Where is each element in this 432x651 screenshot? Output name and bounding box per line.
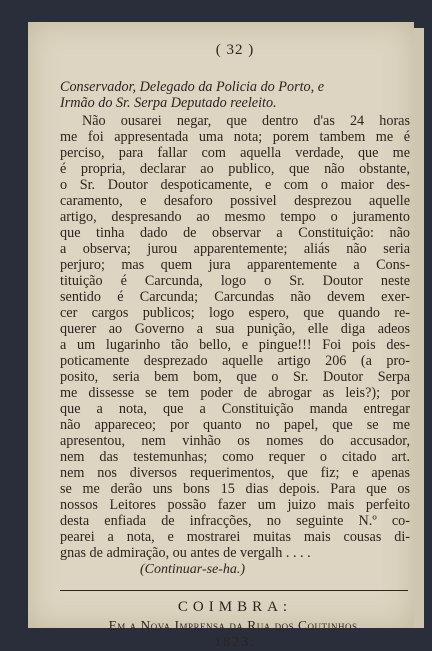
body-line: gnas de admiração, ou antes de vergalh . . . . xyxy=(60,545,311,561)
body-line: apresentou, nem vinhão os nomes do accusador, xyxy=(60,433,410,449)
body-line: querer ao Governo a sua punição, elle diga adeos xyxy=(60,321,410,337)
body-line: perjuro; mas quem jura apparentemente a Cons- xyxy=(60,257,410,273)
imprint-city: COIMBRA: xyxy=(177,599,293,615)
body-line: que tinha dado de observar a Constituição: não xyxy=(60,225,410,241)
body-line: nem das testemunhas; como requer o citado art. xyxy=(60,449,410,465)
heading-line: Conservador, Delegado da Policia do Porto, e xyxy=(60,79,325,95)
heading-line: Irmão do Sr. Serpa Deputado reeleito. xyxy=(60,95,277,111)
body-line: se me derão uns bons 15 dias depois. Para que os xyxy=(60,481,410,497)
body-line: Não ousarei negar, que dentro d'as 24 horas xyxy=(82,113,410,129)
body-line: sentido é Carcunda; Carcundas não devem exer- xyxy=(60,289,410,305)
body-text xyxy=(60,113,410,561)
body-line: tituição é Carcunda, logo o Sr. Doutor neste xyxy=(60,273,410,289)
body-line: poticamente desprezado aquelle artigo 206 (a pro- xyxy=(60,353,410,369)
imprint-year: 1823. xyxy=(214,635,256,650)
body-line: nossos Leitores possão fazer um juizo mais perfeito xyxy=(60,497,410,513)
imprint-press: Em a Nova Imprensa da Rua dos Coutinhos. xyxy=(108,618,362,633)
body-line: me foi appresentada uma nota; porem tambem me é xyxy=(60,129,410,145)
body-line: o Sr. Doutor despoticamente, e com o maior des- xyxy=(60,177,410,193)
page-content xyxy=(60,42,410,651)
divider-rule xyxy=(60,590,408,591)
body-line: perciso, para fallar com aquella verdade, que me xyxy=(60,145,410,161)
body-line: pearei a nota, e mostrarei muitas mais cousas di- xyxy=(60,529,410,545)
heading-block xyxy=(60,79,410,111)
body-line: me dissesse se tem poder de abrogar as leis?); por xyxy=(60,385,410,401)
body-line: é propria, declarar ao publico, que não obstante, xyxy=(60,161,410,177)
continuation-note: (Continuar-se-ha.) xyxy=(140,562,246,577)
body-line: posito, seria bem bom, que o Sr. Doutor Serpa xyxy=(60,369,410,385)
body-line: nem nos diversos requerimentos, que fiz; e apenas xyxy=(60,465,410,481)
page-number: ( 32 ) xyxy=(215,42,255,58)
body-line: a observa; jurou apparentemente; aliás não seria xyxy=(60,241,410,257)
body-line: que a nota, que a Constituição manda entregar xyxy=(60,401,410,417)
body-line: a um lugarinho tão bello, e pingue!!! Foi pois des- xyxy=(60,337,410,353)
body-line: desta enfiada de infracções, no seguinte N.º co- xyxy=(60,513,410,529)
body-line: não appareceo; por quanto no papel, que se me xyxy=(60,417,410,433)
body-line: caramento, e desaforo possivel desprezou aquelle xyxy=(60,193,410,209)
body-line: cer cargos publicos; logo espero, que quando re- xyxy=(60,305,410,321)
body-line: artigo, despresando ao mesmo tempo o juramento xyxy=(60,209,410,225)
